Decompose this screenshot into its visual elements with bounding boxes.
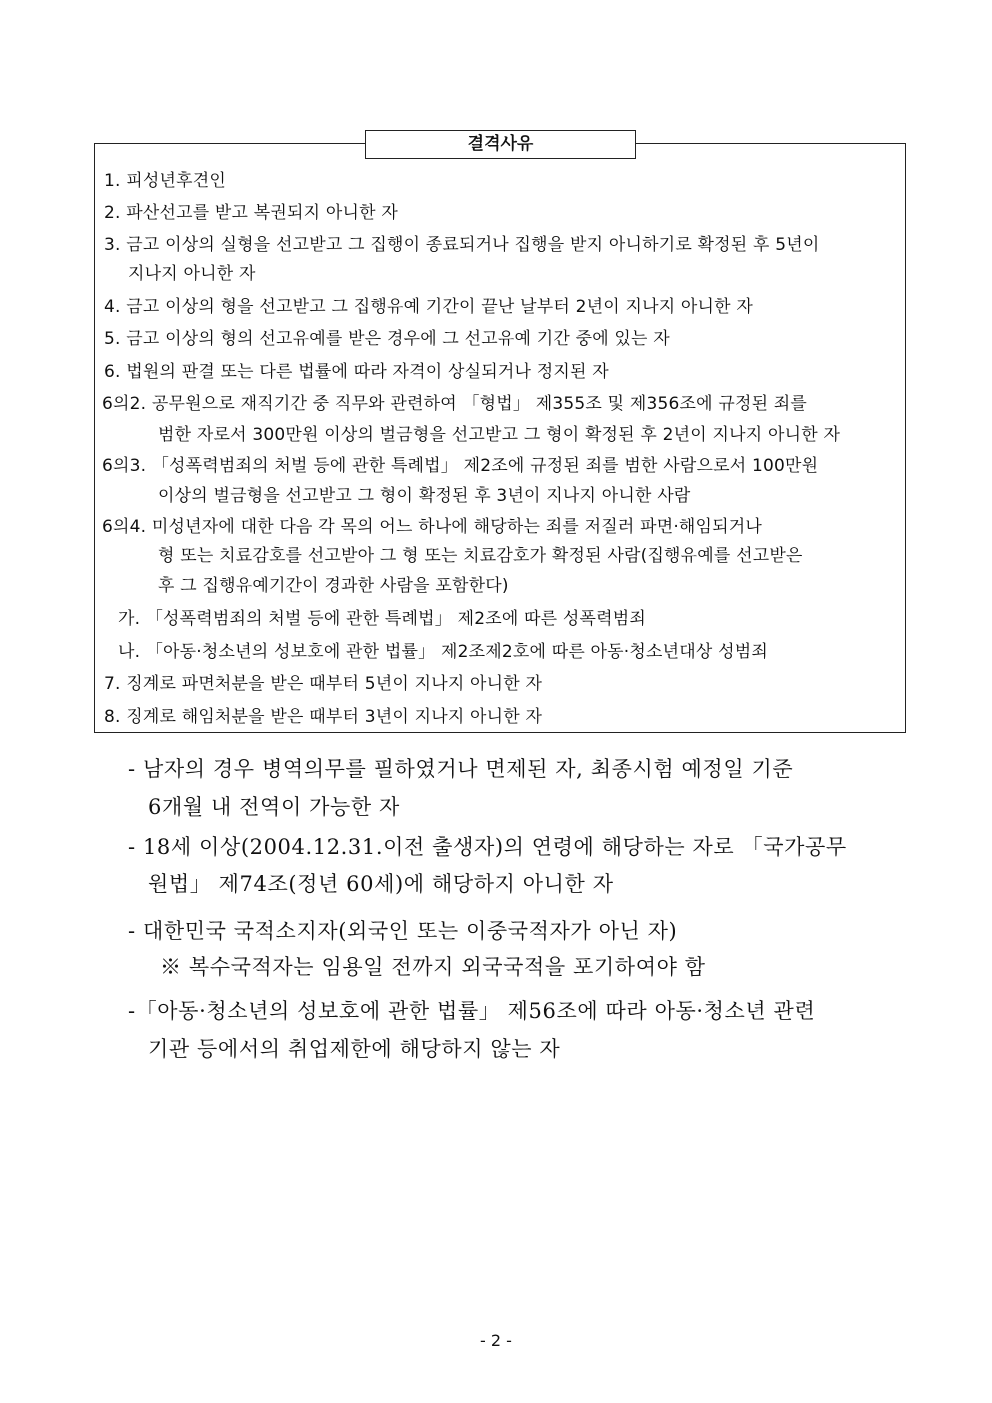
requirement-item-continued: 원법」 제74조(정년 60세)에 해당하지 아니한 자 (148, 872, 614, 896)
disqualification-item: 7. 징계로 파면처분을 받은 때부터 5년이 지나지 아니한 자 (104, 674, 543, 694)
disqualification-item: 6의4. 미성년자에 대한 다음 각 목의 어느 하나에 해당하는 죄를 저질러 파면·해임되거나 (102, 517, 763, 537)
requirement-item-continued: 기관 등에서의 취업제한에 해당하지 않는 자 (148, 1037, 561, 1061)
disqualification-subitem: 가. 「성폭력범죄의 처벌 등에 관한 특례법」 제2조에 따른 성폭력범죄 (118, 609, 647, 629)
disqualification-item-continued: 이상의 벌금형을 선고받고 그 형이 확정된 후 3년이 지나지 아니한 사람 (158, 486, 691, 506)
page-number: - 2 - (480, 1331, 512, 1350)
disqualification-item: 6의2. 공무원으로 재직기간 중 직무와 관련하여 「형법」 제355조 및 제356조에 규정된 죄를 (102, 394, 808, 414)
disqualification-item: 8. 징계로 해임처분을 받은 때부터 3년이 지나지 아니한 자 (104, 707, 543, 727)
disqualification-item: 2. 파산선고를 받고 복권되지 아니한 자 (104, 203, 398, 223)
disqualification-item: 4. 금고 이상의 형을 선고받고 그 집행유예 기간이 끝난 날부터 2년이 지나지 아니한 자 (104, 297, 754, 317)
requirement-item-continued: 6개월 내 전역이 가능한 자 (148, 795, 400, 819)
disqualification-item: 1. 피성년후견인 (104, 171, 226, 191)
disqualification-item: 3. 금고 이상의 실형을 선고받고 그 집행이 종료되거나 집행을 받지 아니하기로 확정된 후 5년이 (104, 235, 820, 255)
disqualification-item-continued: 형 또는 치료감호를 선고받아 그 형 또는 치료감호가 확정된 사람(집행유예를 선고받은 (158, 546, 803, 566)
disqualification-item-continued: 범한 자로서 300만원 이상의 벌금형을 선고받고 그 형이 확정된 후 2년이 지나지 아니한 자 (158, 425, 841, 445)
box-title: 결격사유 (365, 130, 636, 159)
disqualification-item: 5. 금고 이상의 형의 선고유예를 받은 경우에 그 선고유예 기간 중에 있는 자 (104, 329, 670, 349)
disqualification-item: 6의3. 「성폭력범죄의 처벌 등에 관한 특례법」 제2조에 규정된 죄를 범한 사람으로서 100만원 (102, 456, 819, 476)
disqualification-item-continued: 지나지 아니한 자 (128, 264, 256, 284)
requirement-item: -「아동·청소년의 성보호에 관한 법률」 제56조에 따라 아동·청소년 관련 (128, 999, 816, 1023)
requirement-item: - 남자의 경우 병역의무를 필하였거나 면제된 자, 최종시험 예정일 기준 (128, 757, 794, 781)
requirement-item: - 대한민국 국적소지자(외국인 또는 이중국적자가 아닌 자) (128, 919, 678, 943)
requirement-item: - 18세 이상(2004.12.31.이전 출생자)의 연령에 해당하는 자로 「국가공무 (128, 835, 847, 859)
disqualification-subitem: 나. 「아동·청소년의 성보호에 관한 법률」 제2조제2호에 따른 아동·청소년대상 성범죄 (118, 642, 768, 662)
requirement-note: ※ 복수국적자는 임용일 전까지 외국국적을 포기하여야 함 (160, 955, 706, 979)
disqualification-item: 6. 법원의 판결 또는 다른 법률에 따라 자격이 상실되거나 정지된 자 (104, 362, 609, 382)
disqualification-item-continued: 후 그 집행유예기간이 경과한 사람을 포함한다) (158, 576, 509, 596)
